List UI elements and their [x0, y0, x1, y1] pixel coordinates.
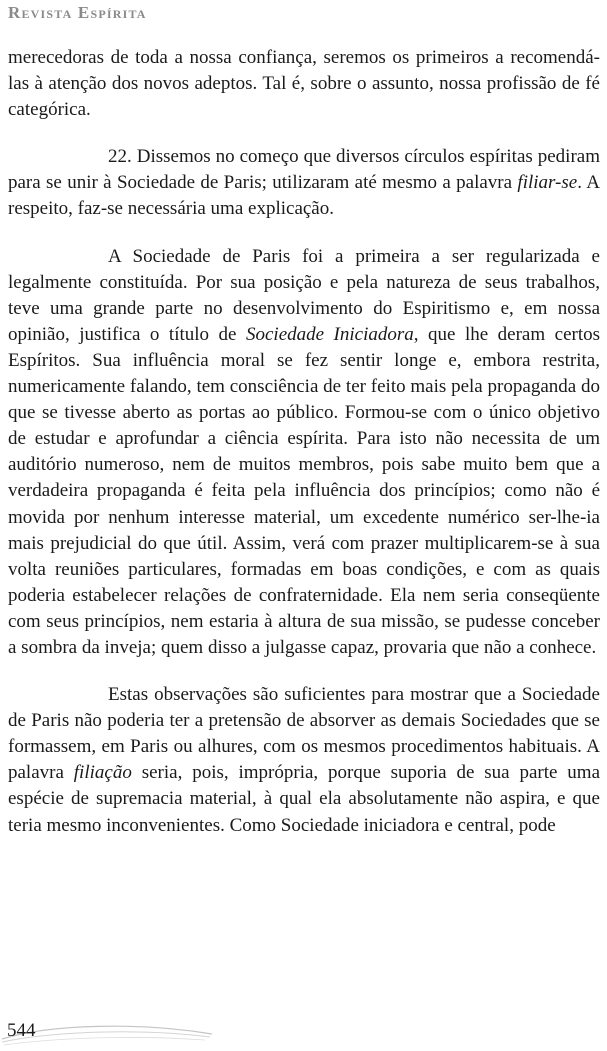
- paragraph-2: [8, 144, 600, 222]
- text-run: , que lhe deram certos Espíritos. Sua influência moral se fez sentir longe e, embora restrita, numericamente falando, tem consciência de ter feito mais pela propaganda do que se tivesse aberto as portas ao público. Formou-se com o único objetivo de estudar e aprofundar a ciência espírita. Para isto não necessita de um auditório numeroso, nem de muitos membros, pois sabe muito bem que a verdadeira propaganda é feita pela influência dos princípios; como não é movida por nenhum interesse material, um excedente numérico ser-lhe-ia mais prejudicial do que útil. Assim, verá com prazer multiplicarem-se à sua volta reuniões particulares, formadas em boas condições, e com as quais poderia estabelecer relações de confraternidade. Ela nem seria conseqüente com seus princípios, nem estaria à altura de sua missão, se pudesse conceber a sombra da inveja; quem disso a julgasse capaz, provaria que não a conhece.: [8, 323, 601, 658]
- page-body: [8, 45, 600, 839]
- running-head-title: Revista Espírita: [8, 3, 147, 22]
- italic-term: filiar-se: [517, 172, 578, 194]
- paragraph-3: [8, 244, 600, 662]
- italic-term: filiação: [73, 762, 132, 784]
- text-run: 22. Dissemos no começo que diversos círculos espíritas pediram para se unir à Sociedade de Paris; utilizaram até mesmo a palavra: [8, 146, 600, 194]
- paragraph-4: [8, 682, 600, 839]
- text-run: Estas observações são suficientes para mostrar que a Sociedade de Paris não poderia ter a pretensão de absorver as demais Sociedades que se formassem, em Paris ou alhures, com os mesmos procedimentos habituais. A palavra: [8, 684, 600, 784]
- text-run: A Sociedade de Paris foi a primeira a ser regularizada e legalmente constituída. Por sua posição e pela natureza de seus trabalhos, teve uma grande parte no desenvolvimento do Espiritismo e, em nossa opinião, justifica o título de: [8, 245, 600, 345]
- text-run: seria, pois, imprópria, porque suporia de sua parte uma espécie de supremacia material, à qual ela absolutamente não aspira, e que teria mesmo inconvenientes. Como Sociedade iniciadora e central, pode: [8, 762, 600, 836]
- italic-term: Sociedade Iniciadora: [245, 323, 414, 345]
- paragraph-1: [8, 45, 600, 123]
- text-run: merecedoras de toda a nossa confiança, seremos os primeiros a recomendá-las à atenção dos novos adeptos. Tal é, sobre o assunto, nossa profissão de fé categórica.: [8, 47, 600, 121]
- text-run: . A respeito, faz-se necessária uma explicação.: [8, 172, 600, 220]
- page-number: 544: [7, 1020, 36, 1041]
